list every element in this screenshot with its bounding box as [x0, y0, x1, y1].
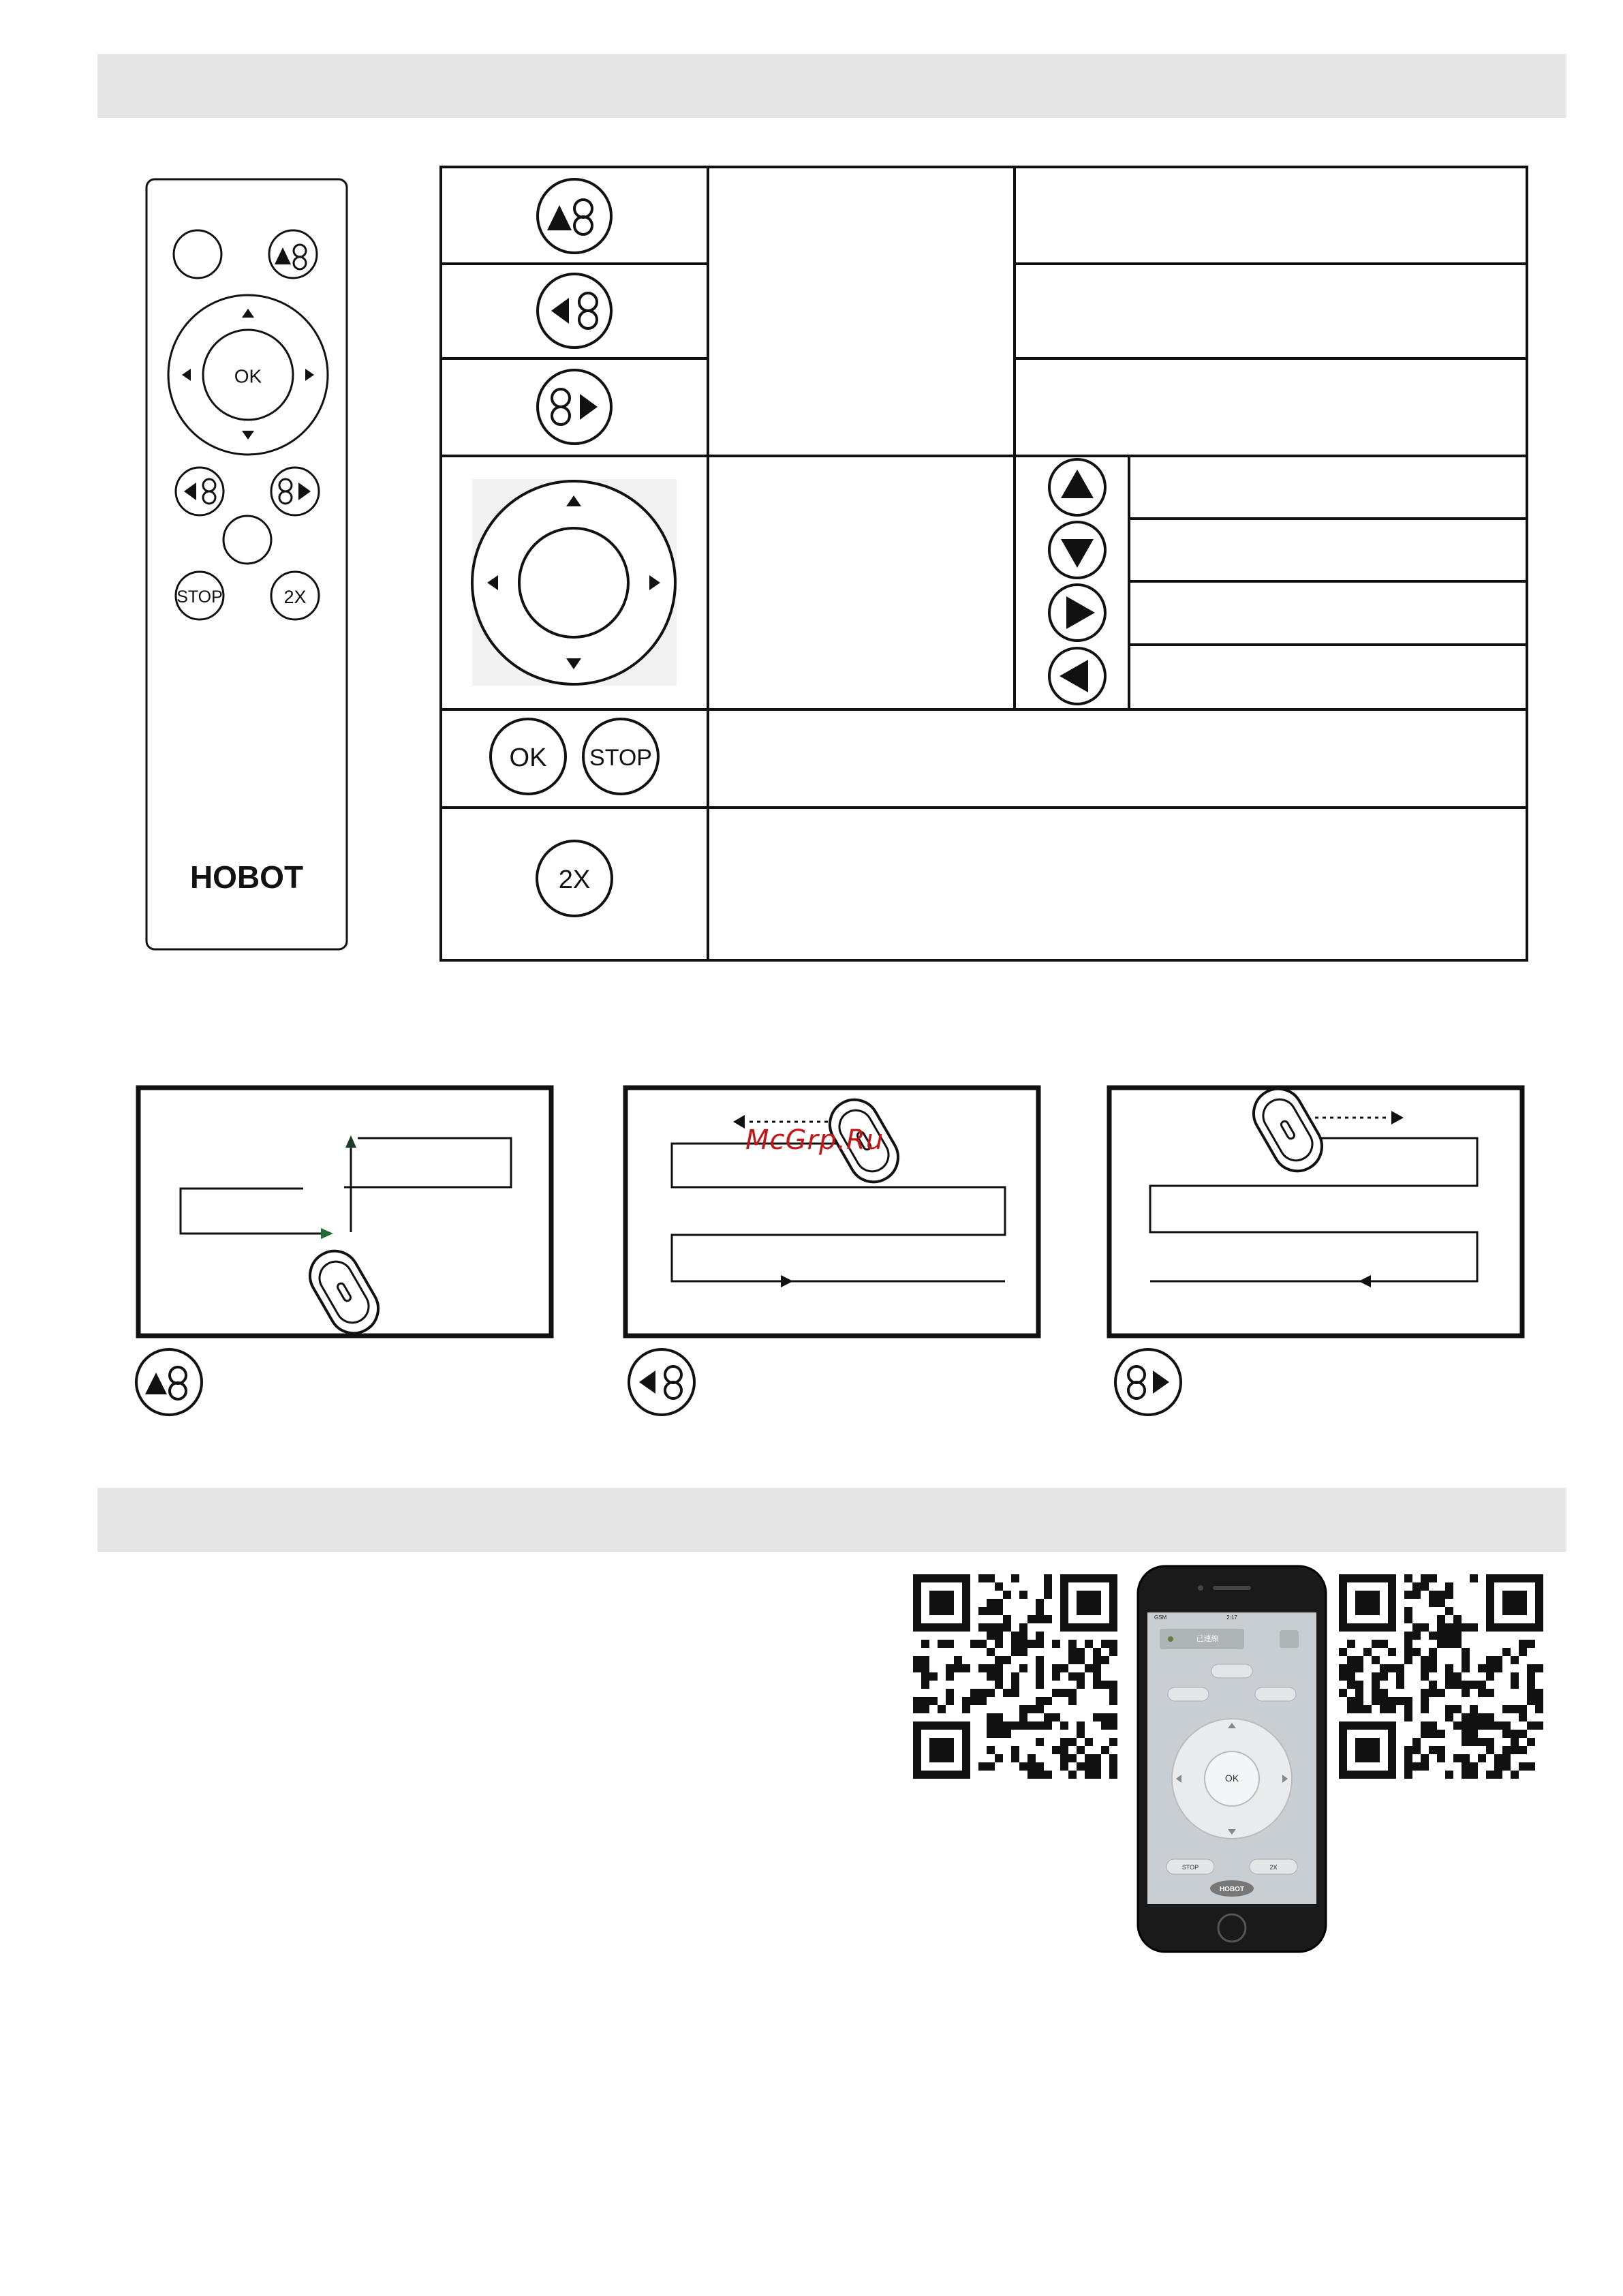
table-left-mode-icon: [538, 274, 611, 348]
remote-control: [144, 177, 349, 951]
remote-ok-label: OK: [234, 365, 262, 387]
phone-connection-label: 已連線: [1196, 1634, 1219, 1643]
table-ok-icon: [491, 719, 566, 794]
table-ok-label: OK: [509, 744, 547, 772]
table-arrow-left-icon: [1049, 648, 1105, 704]
phone-speed-label: 2X: [1269, 1864, 1278, 1871]
phone-brand-logo: HOBOT: [1219, 1886, 1245, 1893]
path-auto-mode-icon: [136, 1349, 202, 1415]
table-speed-label: 2X: [558, 866, 591, 894]
table-stop-icon: [583, 719, 658, 794]
table-speed-icon: [537, 841, 612, 916]
phone-status-carrier: GSM: [1154, 1614, 1167, 1621]
remote-brand-logo: HOBOT: [189, 859, 304, 895]
watermark: McGrp.Ru: [745, 1124, 884, 1156]
table-arrow-up-icon: [1049, 459, 1105, 515]
table-right-mode-icon: [538, 370, 611, 444]
table-direction-pad-icon: [472, 479, 677, 686]
table-stop-label: STOP: [589, 745, 652, 771]
qr-code-left: [913, 1574, 1117, 1779]
remote-stop-label: STOP: [176, 587, 223, 607]
path-right-mode-icon: [1115, 1349, 1181, 1415]
phone-stop-label: STOP: [1181, 1864, 1199, 1871]
section-header-band-1: [97, 54, 1566, 118]
remote-speed-label: 2X: [283, 587, 307, 607]
path-diagram-auto: [133, 1082, 569, 1423]
path-diagram-right: [1104, 1082, 1540, 1423]
phone-status-time: 2:17: [1226, 1614, 1237, 1621]
button-function-table: [439, 166, 1530, 963]
table-arrow-down-icon: [1049, 522, 1105, 578]
table-arrow-right-icon: [1049, 585, 1105, 641]
table-auto-mode-icon: [538, 179, 611, 253]
phone-ok-label: OK: [1224, 1773, 1239, 1784]
path-left-mode-icon: [629, 1349, 694, 1415]
qr-code-right: [1339, 1574, 1543, 1779]
phone-app-screenshot: [1137, 1565, 1327, 1953]
section-header-band-2: [97, 1488, 1566, 1552]
